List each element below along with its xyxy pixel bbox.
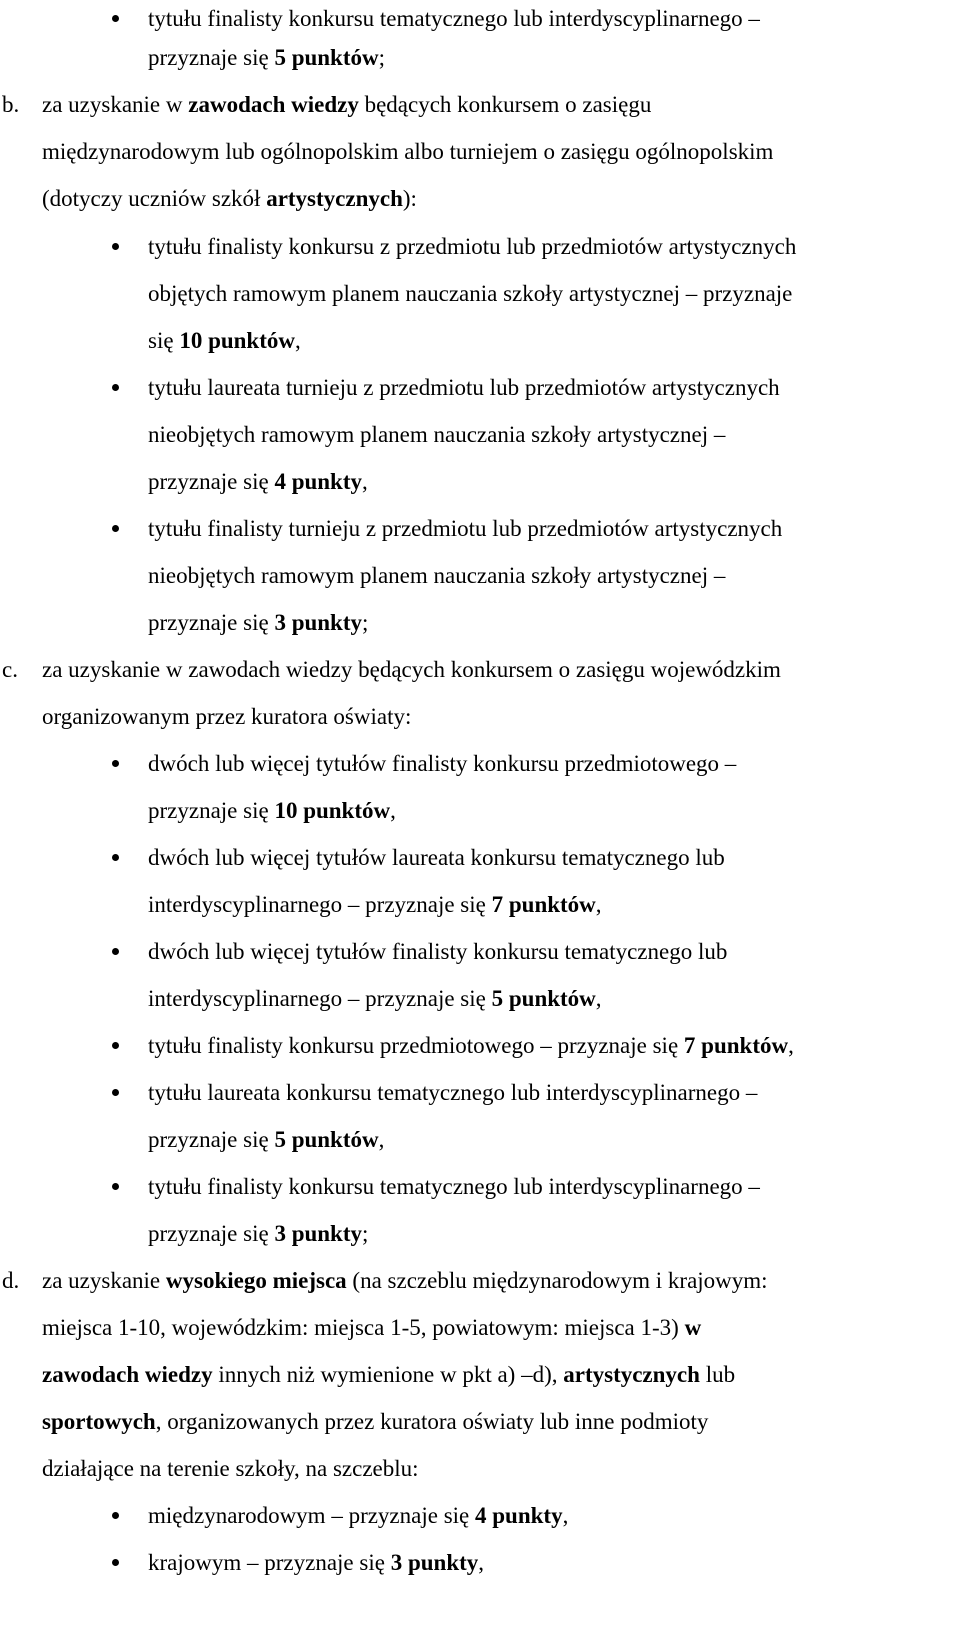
text-line: zawodach wiedzy innych niż wymienione w pkt a) –d), artystycznych lub	[42, 1362, 736, 1387]
text-line: działające na terenie szkoły, na szczeblu:	[42, 1456, 419, 1481]
list-marker: c.	[2, 657, 18, 682]
list-marker: d.	[2, 1268, 20, 1293]
text-line: krajowym – przyznaje się 3 punkty,	[148, 1550, 485, 1575]
list-item-d: d. za uzyskanie wysokiego miejsca (na szczeblu międzynarodowym i krajowym:	[0, 1266, 960, 1296]
text-line: tytułu finalisty konkursu tematycznego lub interdyscyplinarnego –	[148, 6, 760, 31]
text-line: dwóch lub więcej tytułów finalisty konkursu przedmiotowego –	[148, 751, 737, 776]
text-line: międzynarodowym – przyznaje się 4 punkty,	[148, 1503, 569, 1528]
text-line: przyznaje się 5 punktów,	[148, 1127, 385, 1152]
text-line: (dotyczy uczniów szkół artystycznych):	[42, 186, 417, 211]
text-line: tytułu laureata konkursu tematycznego lub interdyscyplinarnego –	[148, 1080, 758, 1105]
text-line: przyznaje się 5 punktów;	[148, 45, 386, 70]
text-line: sportowych, organizowanych przez kuratora oświaty lub inne podmioty	[42, 1409, 709, 1434]
text-line: tytułu laureata turnieju z przedmiotu lub przedmiotów artystycznych	[148, 375, 780, 400]
text-line: tytułu finalisty konkursu tematycznego lub interdyscyplinarnego –	[148, 1174, 760, 1199]
text-line: przyznaje się 10 punktów,	[148, 798, 396, 823]
text-line: objętych ramowym planem nauczania szkoły artystycznej – przyznaje	[148, 281, 793, 306]
list-item-c: c. za uzyskanie w zawodach wiedzy będących konkursem o zasięgu wojewódzkim	[0, 655, 960, 685]
text-line: przyznaje się 4 punkty,	[148, 469, 368, 494]
text-line: dwóch lub więcej tytułów laureata konkursu tematycznego lub	[148, 845, 725, 870]
text-line: tytułu finalisty konkursu przedmiotowego – przyznaje się 7 punktów,	[148, 1033, 794, 1058]
text-line: miejsca 1-10, wojewódzkim: miejsca 1-5, powiatowym: miejsca 1-3) w	[42, 1315, 702, 1340]
text-line: nieobjętych ramowym planem nauczania szkoły artystycznej –	[148, 422, 726, 447]
text-line: się 10 punktów,	[148, 328, 301, 353]
text-line: międzynarodowym lub ogólnopolskim albo turniejem o zasięgu ogólnopolskim	[42, 139, 774, 164]
text-line: interdyscyplinarnego – przyznaje się 5 punktów,	[148, 986, 602, 1011]
list-item-b: b. za uzyskanie w zawodach wiedzy będących konkursem o zasięgu	[0, 90, 960, 120]
text-line: przyznaje się 3 punkty;	[148, 610, 369, 635]
text-line: interdyscyplinarnego – przyznaje się 7 punktów,	[148, 892, 602, 917]
text-line: przyznaje się 3 punkty;	[148, 1221, 369, 1246]
text-line: dwóch lub więcej tytułów finalisty konkursu tematycznego lub	[148, 939, 728, 964]
text-line: tytułu finalisty turnieju z przedmiotu lub przedmiotów artystycznych	[148, 516, 783, 541]
text-line: nieobjętych ramowym planem nauczania szkoły artystycznej –	[148, 563, 726, 588]
text-line: tytułu finalisty konkursu z przedmiotu lub przedmiotów artystycznych	[148, 234, 797, 259]
text-line: organizowanym przez kuratora oświaty:	[42, 704, 412, 729]
list-marker: b.	[2, 92, 20, 117]
